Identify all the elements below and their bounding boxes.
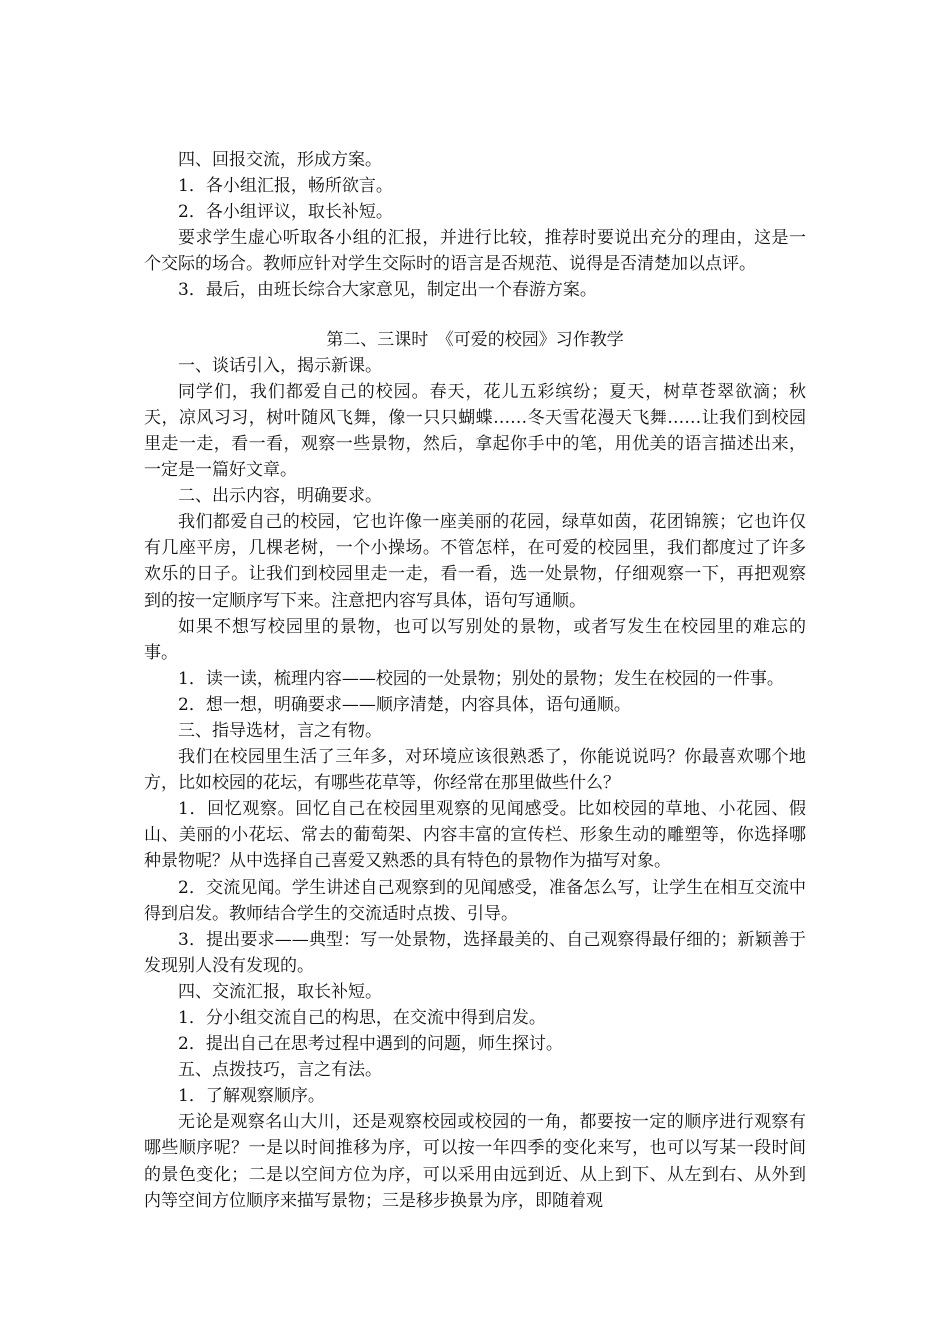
list-item: 3．最后，由班长综合大家意见，制定出一个春游方案。 (178, 280, 597, 301)
list-item: 1．分小组交流自己的构思，在交流中得到启发。 (178, 1008, 546, 1028)
step-heading: 四、交流汇报，取长补短。 (178, 981, 382, 1002)
list-item: 1．各小组汇报，畅所欲言。 (178, 176, 393, 197)
list-item: 2．提出自己在思考过程中遇到的问题，师生探讨。 (178, 1034, 563, 1055)
step-heading: 三、指导选材，言之有物。 (178, 720, 382, 741)
lesson-title: 第二、三课时 《可爱的校园》习作教学 (326, 329, 624, 350)
paragraph: 我们都爱自己的校园，它也许像一座美丽的花园，绿草如茵，花团锦簇；它也许仅有几座平房，几棵老树，一个小操场。不管怎样，在可爱的校园里，我们都度过了许多欢乐的日子。让我们到校园里走一走，看一看，选一处景物，仔细观察一下，再把观察到的按一定顺序写下来。注意把内容写具体，语句写通顺。 (144, 512, 806, 611)
list-item: 1．了解观察顺序。 (178, 1086, 325, 1107)
document-page (144, 147, 806, 1214)
heading-report-exchange: 四、回报交流，形成方案。 (178, 150, 382, 170)
paragraph: 同学们，我们都爱自己的校园。春天，花儿五彩缤纷；夏天，树草苍翠欲滴；秋天，凉风习习，树叶随风飞舞，像一只只蝴蝶……冬天雪花漫天飞舞……让我们到校园里走一走，看一看，观察一些景物，然后，拿起你手中的笔，用优美的语言描述出来，一定是一篇好文章。 (144, 381, 806, 481)
step-heading: 一、谈话引入，揭示新课。 (178, 355, 382, 376)
list-item: 3．提出要求——典型：写一处景物，选择最美的、自己观察得最仔细的；新颖善于发现别人没有发现的。 (144, 929, 806, 976)
paragraph: 如果不想写校园里的景物，也可以写别处的景物，或者写发生在校园里的难忘的事。 (144, 616, 806, 663)
list-item: 2．交流见闻。学生讲述自己观察到的见闻感受，准备怎么写，让学生在相互交流中得到启发。教师结合学生的交流适时点拨、引导。 (144, 877, 806, 924)
paragraph-requirement: 要求学生虚心听取各小组的汇报，并进行比较，推荐时要说出充分的理由，这是一个交际的场合。教师应针对学生交际时的语言是否规范、说得是否清楚加以点评。 (144, 228, 806, 275)
paragraph: 我们在校园里生活了三年多，对环境应该很熟悉了，你能说说吗？你最喜欢哪个地方，比如校园的花坛，有哪些花草等，你经常在那里做些什么？ (144, 747, 806, 794)
step-heading: 五、点拨技巧，言之有法。 (178, 1060, 382, 1081)
paragraph: 无论是观察名山大川，还是观察校园或校园的一角，都要按一定的顺序进行观察有哪些顺序呢？一是以时间推移为序，可以按一年四季的变化来写，也可以写某一段时间的景色变化；二是以空间方位为序，可以采用由远到近、从上到下、从左到右、从外到内等空间方位顺序来描写景物；三是移步换景为序，即随着观 (144, 1112, 806, 1211)
step-heading: 二、出示内容，明确要求。 (178, 486, 382, 507)
list-item: 2．各小组评议，取长补短。 (178, 202, 393, 223)
list-item: 2．想一想，明确要求——顺序清楚，内容具体，语句通顺。 (178, 694, 631, 715)
list-item: 1．回忆观察。回忆自己在校园里观察的见闻感受。比如校园的草地、小花园、假山、美丽的小花坛、常去的葡萄架、内容丰富的宣传栏、形象生动的雕塑等，你选择哪种景物呢？从中选择自己喜爱又熟悉的具有特色的景物作为描写对象。 (144, 799, 806, 872)
list-item: 1．读一读，梳理内容——校园的一处景物；别处的景物；发生在校园的一件事。 (178, 668, 784, 689)
